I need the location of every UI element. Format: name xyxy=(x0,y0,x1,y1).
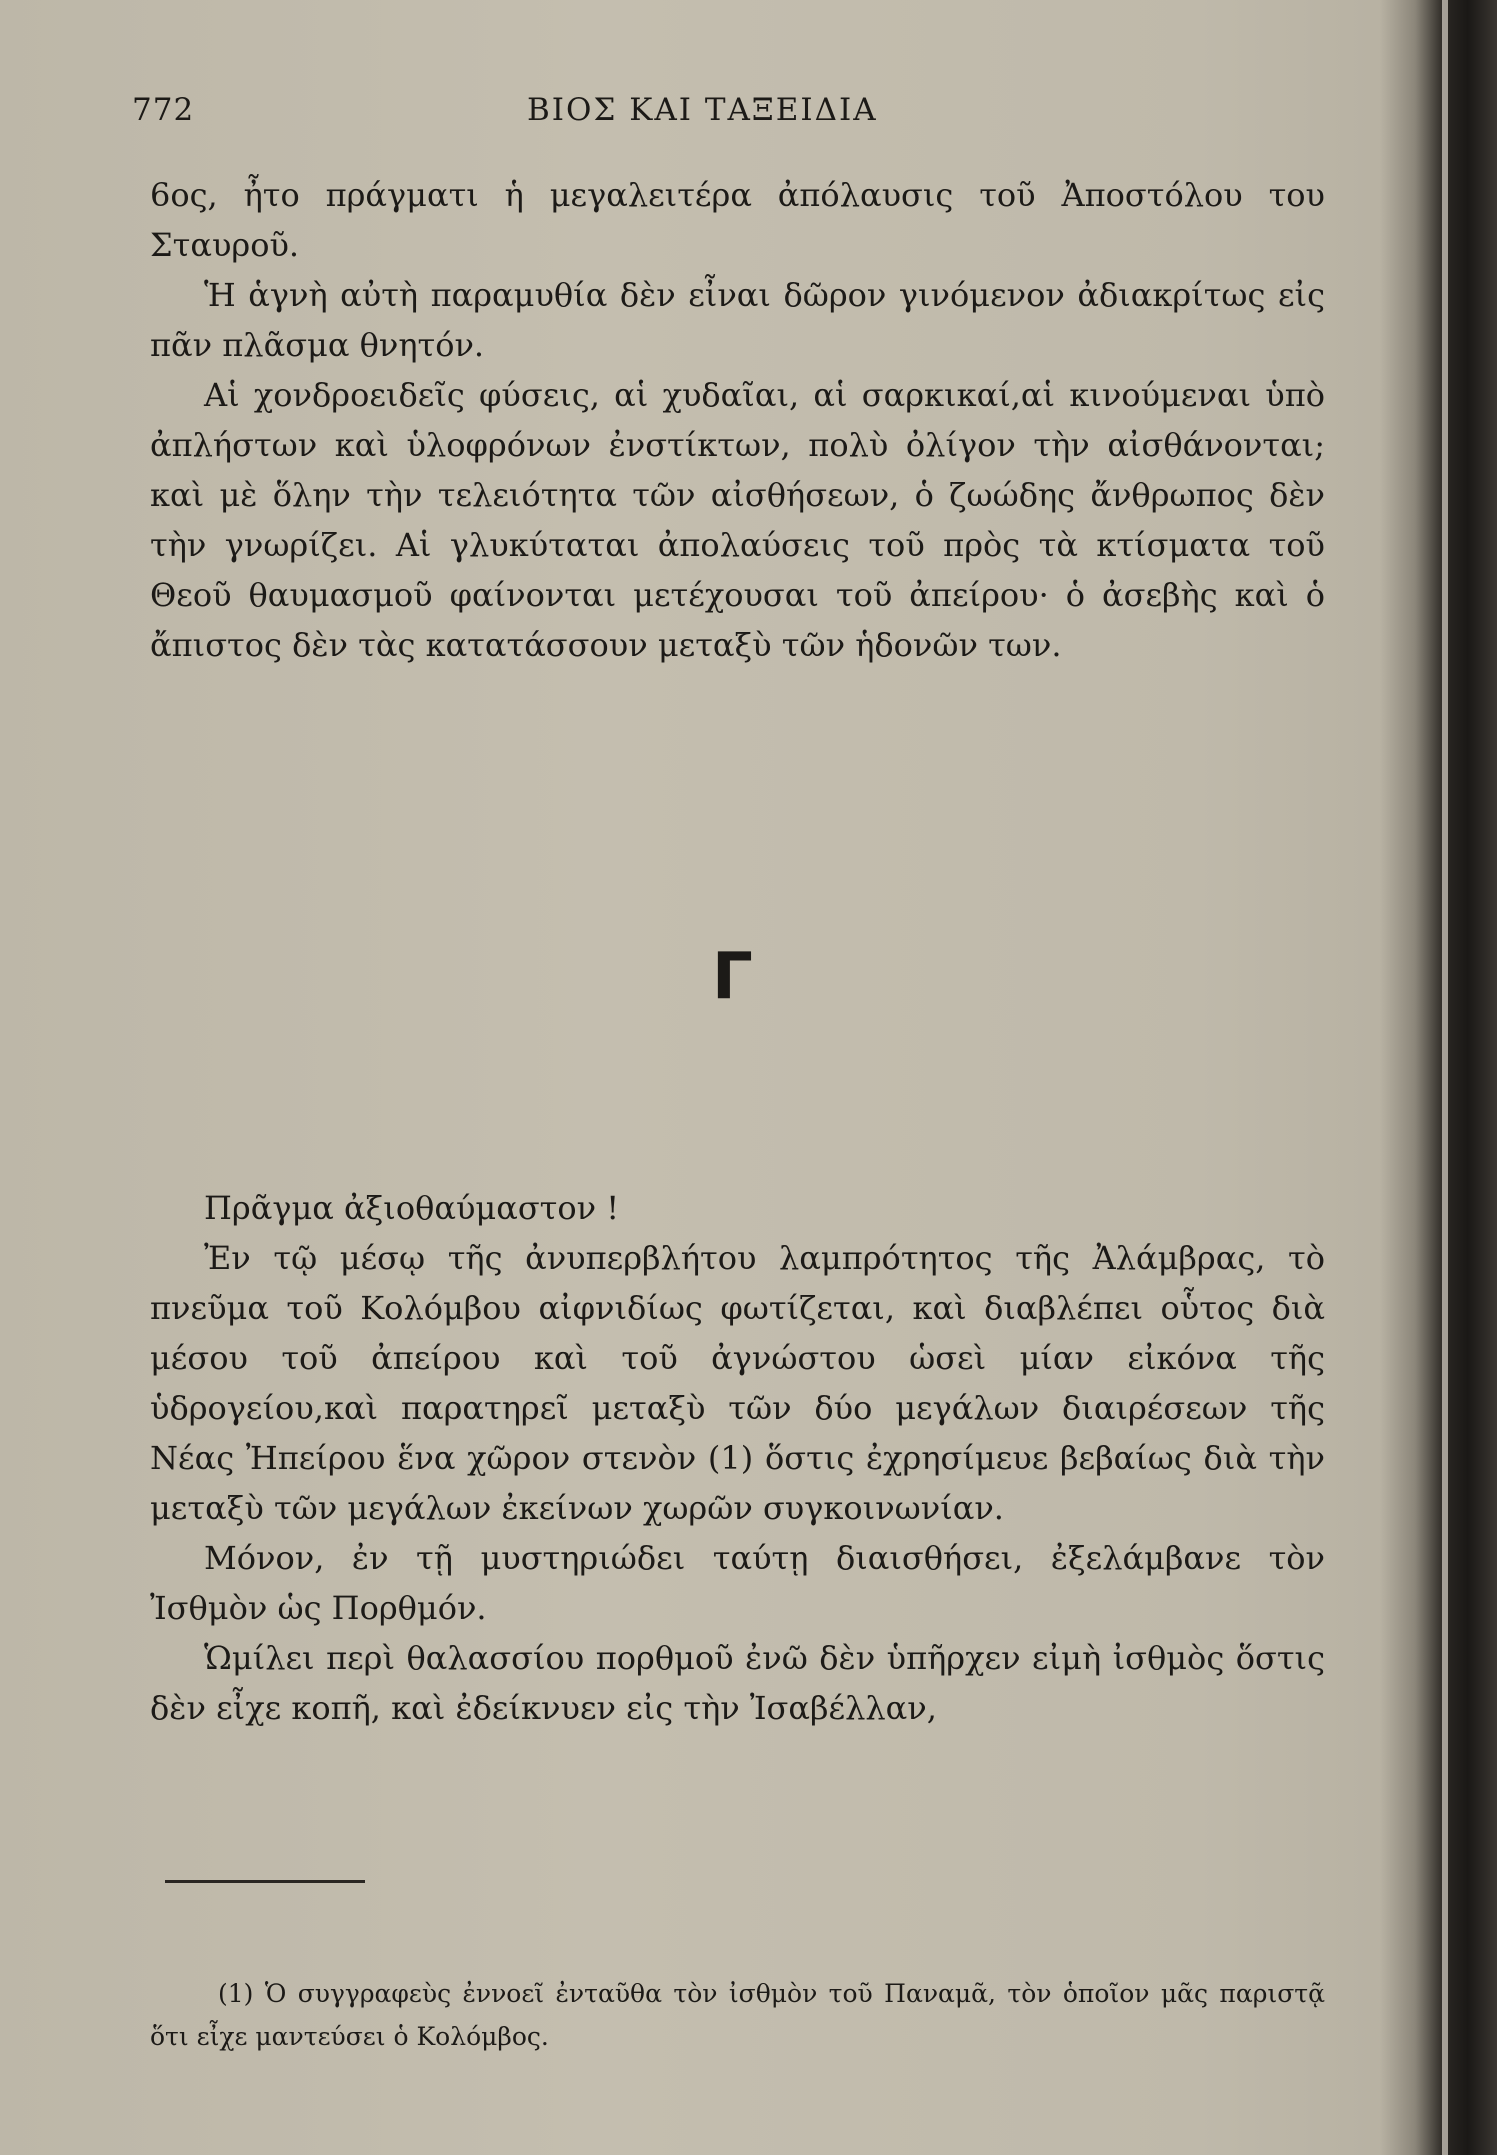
footnote: (1) Ὁ συγγραφεὺς ἐννοεῖ ἐνταῦθα τὸν ἰσθμὸν τοῦ Παναμᾶ, τὸν ὁποῖον μᾶς παριστᾷ ὅτι εἶχε μαντεύσει ὁ Κολόμβος. xyxy=(150,1979,1325,2051)
paragraph: Ἡ ἁγνὴ αὐτὴ παραμυθία δὲν εἶναι δῶρον γινόμενον ἀδιακρίτως εἰς πᾶν πλᾶσμα θνητόν. xyxy=(150,276,1325,364)
paragraph: Πρᾶγμα ἀξιοθαύμαστον ! xyxy=(204,1189,620,1227)
page-number: 772 xyxy=(132,92,195,128)
running-title: ΒΙΟΣ ΚΑΙ ΤΑΞΕΙΔΙΑ xyxy=(527,92,878,128)
running-head xyxy=(132,92,1332,142)
paragraph: Μόνον, ἐν τῇ μυστηριώδει ταύτῃ διαισθήσει, ἐξελάμβανε τὸν Ἰσθμὸν ὡς Πορθμόν. xyxy=(150,1539,1325,1627)
text-block-top xyxy=(150,170,1325,670)
paragraph: Ὡμίλει περὶ θαλασσίου πορθμοῦ ἐνῶ δὲν ὑπῆρχεν εἰμὴ ἰσθμὸς ὅστις δὲν εἶχε κοπῆ, καὶ ἐδείκνυεν εἰς τὴν Ἰσαβέλλαν, xyxy=(150,1639,1325,1727)
paragraph-continuation: 6ος, ἦτο πράγματι ἡ μεγαλειτέρα ἀπόλαυσις τοῦ Ἀποστόλου του Σταυροῦ. xyxy=(150,176,1325,264)
page-edge xyxy=(1442,0,1448,2155)
text-block-bottom xyxy=(150,1183,1325,1733)
book-spine-shadow xyxy=(1380,0,1497,2155)
footnote-divider xyxy=(165,1880,365,1883)
footnotes xyxy=(150,1972,1325,2058)
paragraph: Αἱ χονδροειδεῖς φύσεις, αἱ χυδαῖαι, αἱ σαρκικαί,αἱ κινούμεναι ὑπὸ ἀπλήστων καὶ ὑλοφρόνων ἐνστίκτων, πολὺ ὀλίγον τὴν αἰσθάνονται; καὶ μὲ ὅλην τὴν τελειότητα τῶν αἰσθήσεων, ὁ ζωώδης ἄνθρωπος δὲν τὴν γνωρίζει. Αἱ γλυκύταται ἀπολαύσεις τοῦ πρὸς τὰ κτίσματα τοῦ Θεοῦ θαυμασμοῦ φαίνονται μετέχουσαι τοῦ ἀπείρου· ὁ ἀσεβὴς καὶ ὁ ἄπιστος δὲν τὰς κατατάσσουν μεταξὺ τῶν ἡδονῶν των. xyxy=(150,376,1325,664)
section-heading-letter: Γ xyxy=(712,940,753,1014)
paragraph: Ἐν τῷ μέσῳ τῆς ἀνυπερβλήτου λαμπρότητος τῆς Ἀλάμβρας, τὸ πνεῦμα τοῦ Κολόμβου αἰφνιδίως φωτίζεται, καὶ διαβλέπει οὗτος διὰ μέσου τοῦ ἀπείρου καὶ τοῦ ἀγνώστου ὡσεὶ μίαν εἰκόνα τῆς ὑδρογείου,καὶ παρατηρεῖ μεταξὺ τῶν δύο μεγάλων διαιρέσεων τῆς Νέας Ἠπείρου ἕνα χῶρον στενὸν (1) ὅστις ἐχρησίμευε βεβαίως διὰ τὴν μεταξὺ τῶν μεγάλων ἐκείνων χωρῶν συγκοινωνίαν. xyxy=(150,1239,1325,1527)
